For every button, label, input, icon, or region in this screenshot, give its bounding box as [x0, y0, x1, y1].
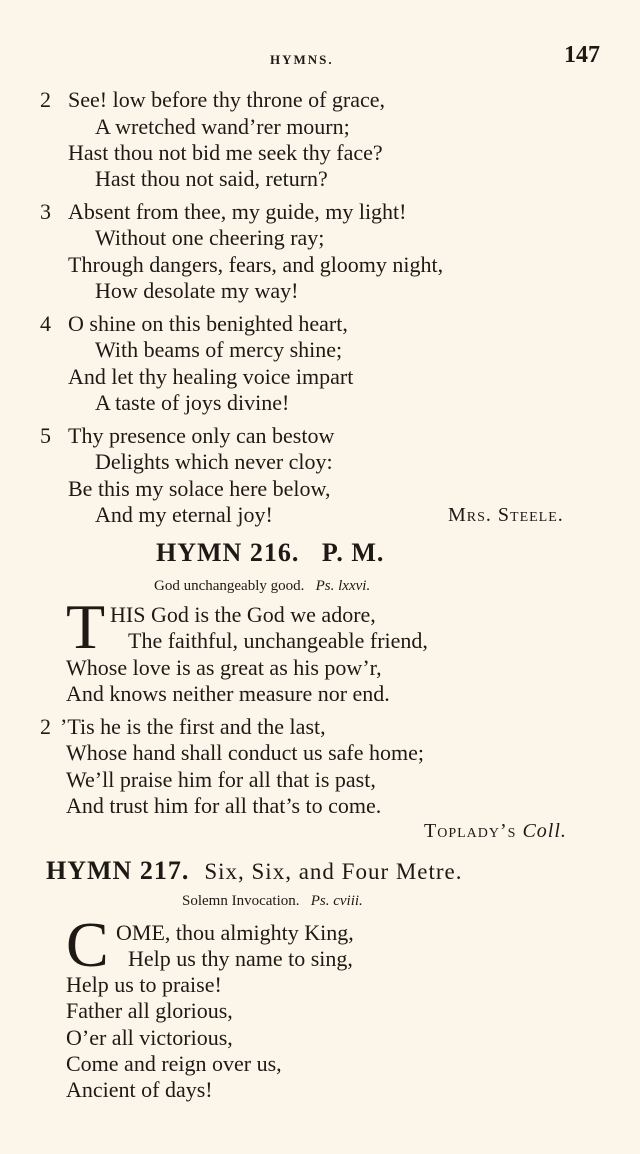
verse-line: OME, thou almighty King,	[116, 920, 354, 945]
author-note: Coll.	[522, 820, 567, 842]
scripture-reference: Ps. lxxvi.	[315, 578, 371, 594]
hymn-author: Mrs. Steele.	[448, 504, 564, 526]
hymn-subtitle	[182, 893, 363, 910]
verse-line: Ancient of days!	[66, 1077, 213, 1102]
verse-line: Absent from thee, my guide, my light!	[68, 199, 407, 224]
verse-line: Help us thy name to sing,	[128, 946, 353, 971]
running-head	[0, 42, 640, 70]
verse-line: ’Tis he is the first and the last,	[60, 714, 326, 739]
subtitle-theme: God unchangeably good.	[154, 578, 305, 594]
hymn-number: HYMN 216.	[156, 538, 300, 567]
stanza-number: 5	[40, 423, 51, 448]
verse-line: Whose hand shall conduct us safe home;	[66, 740, 425, 765]
verse-line: Whose love is as great as his pow’r,	[66, 655, 382, 680]
author-name: Toplady’s	[424, 820, 517, 842]
stanza-number: 2	[40, 714, 51, 739]
verse-line: See! low before thy throne of grace,	[68, 87, 386, 112]
verse-line: Come and reign over us,	[66, 1051, 282, 1076]
verse-line: A taste of joys divine!	[95, 390, 290, 415]
verse-line: O shine on this benighted heart,	[68, 311, 348, 336]
verse-line: We’ll praise him for all that is past,	[66, 767, 376, 792]
verse-line: Without one cheering ray;	[95, 225, 325, 250]
stanza-number: 2	[40, 87, 51, 112]
verse-line: And let thy healing voice impart	[68, 364, 354, 389]
subtitle-theme: Solemn Invocation.	[182, 893, 300, 909]
scripture-reference: Ps. cviii.	[310, 893, 363, 909]
hymn-heading	[156, 538, 384, 568]
verse-line: Be this my solace here below,	[68, 476, 331, 501]
verse-line: With beams of mercy shine;	[95, 337, 343, 362]
verse-line: Hast thou not said, return?	[95, 166, 328, 191]
verse-line: And trust him for all that’s to come.	[66, 793, 382, 818]
hymn-number: HYMN 217.	[46, 856, 190, 885]
hymn-meter: Six, Six, and Four Metre.	[204, 859, 463, 884]
running-title: HYMNS.	[270, 52, 334, 67]
verse-line: O’er all victorious,	[66, 1025, 233, 1050]
verse-line: Father all glorious,	[66, 998, 233, 1023]
verse-line: How desolate my way!	[95, 278, 299, 303]
drop-cap: C	[66, 909, 109, 980]
verse-line: Through dangers, fears, and gloomy night,	[68, 252, 444, 277]
verse-line: Hast thou not bid me seek thy face?	[68, 140, 383, 165]
verse-line: And my eternal joy!	[95, 502, 273, 527]
verse-line: The faithful, unchangeable friend,	[128, 628, 428, 653]
verse-line: Delights which never cloy:	[95, 449, 333, 474]
verse-line: Thy presence only can bestow	[68, 423, 335, 448]
hymn-heading	[46, 856, 463, 886]
verse-line: And knows neither measure nor end.	[66, 681, 390, 706]
verse-line: A wretched wand’rer mourn;	[95, 114, 350, 139]
hymn-subtitle	[154, 578, 370, 595]
verse-line: Help us to praise!	[66, 972, 222, 997]
hymn-meter: P. M.	[321, 538, 385, 567]
page-number: 147	[564, 42, 600, 68]
hymn-author	[424, 820, 567, 843]
stanza-number: 4	[40, 311, 51, 336]
stanza-number: 3	[40, 199, 51, 224]
drop-cap: T	[66, 591, 106, 662]
verse-line: HIS God is the God we adore,	[110, 602, 376, 627]
